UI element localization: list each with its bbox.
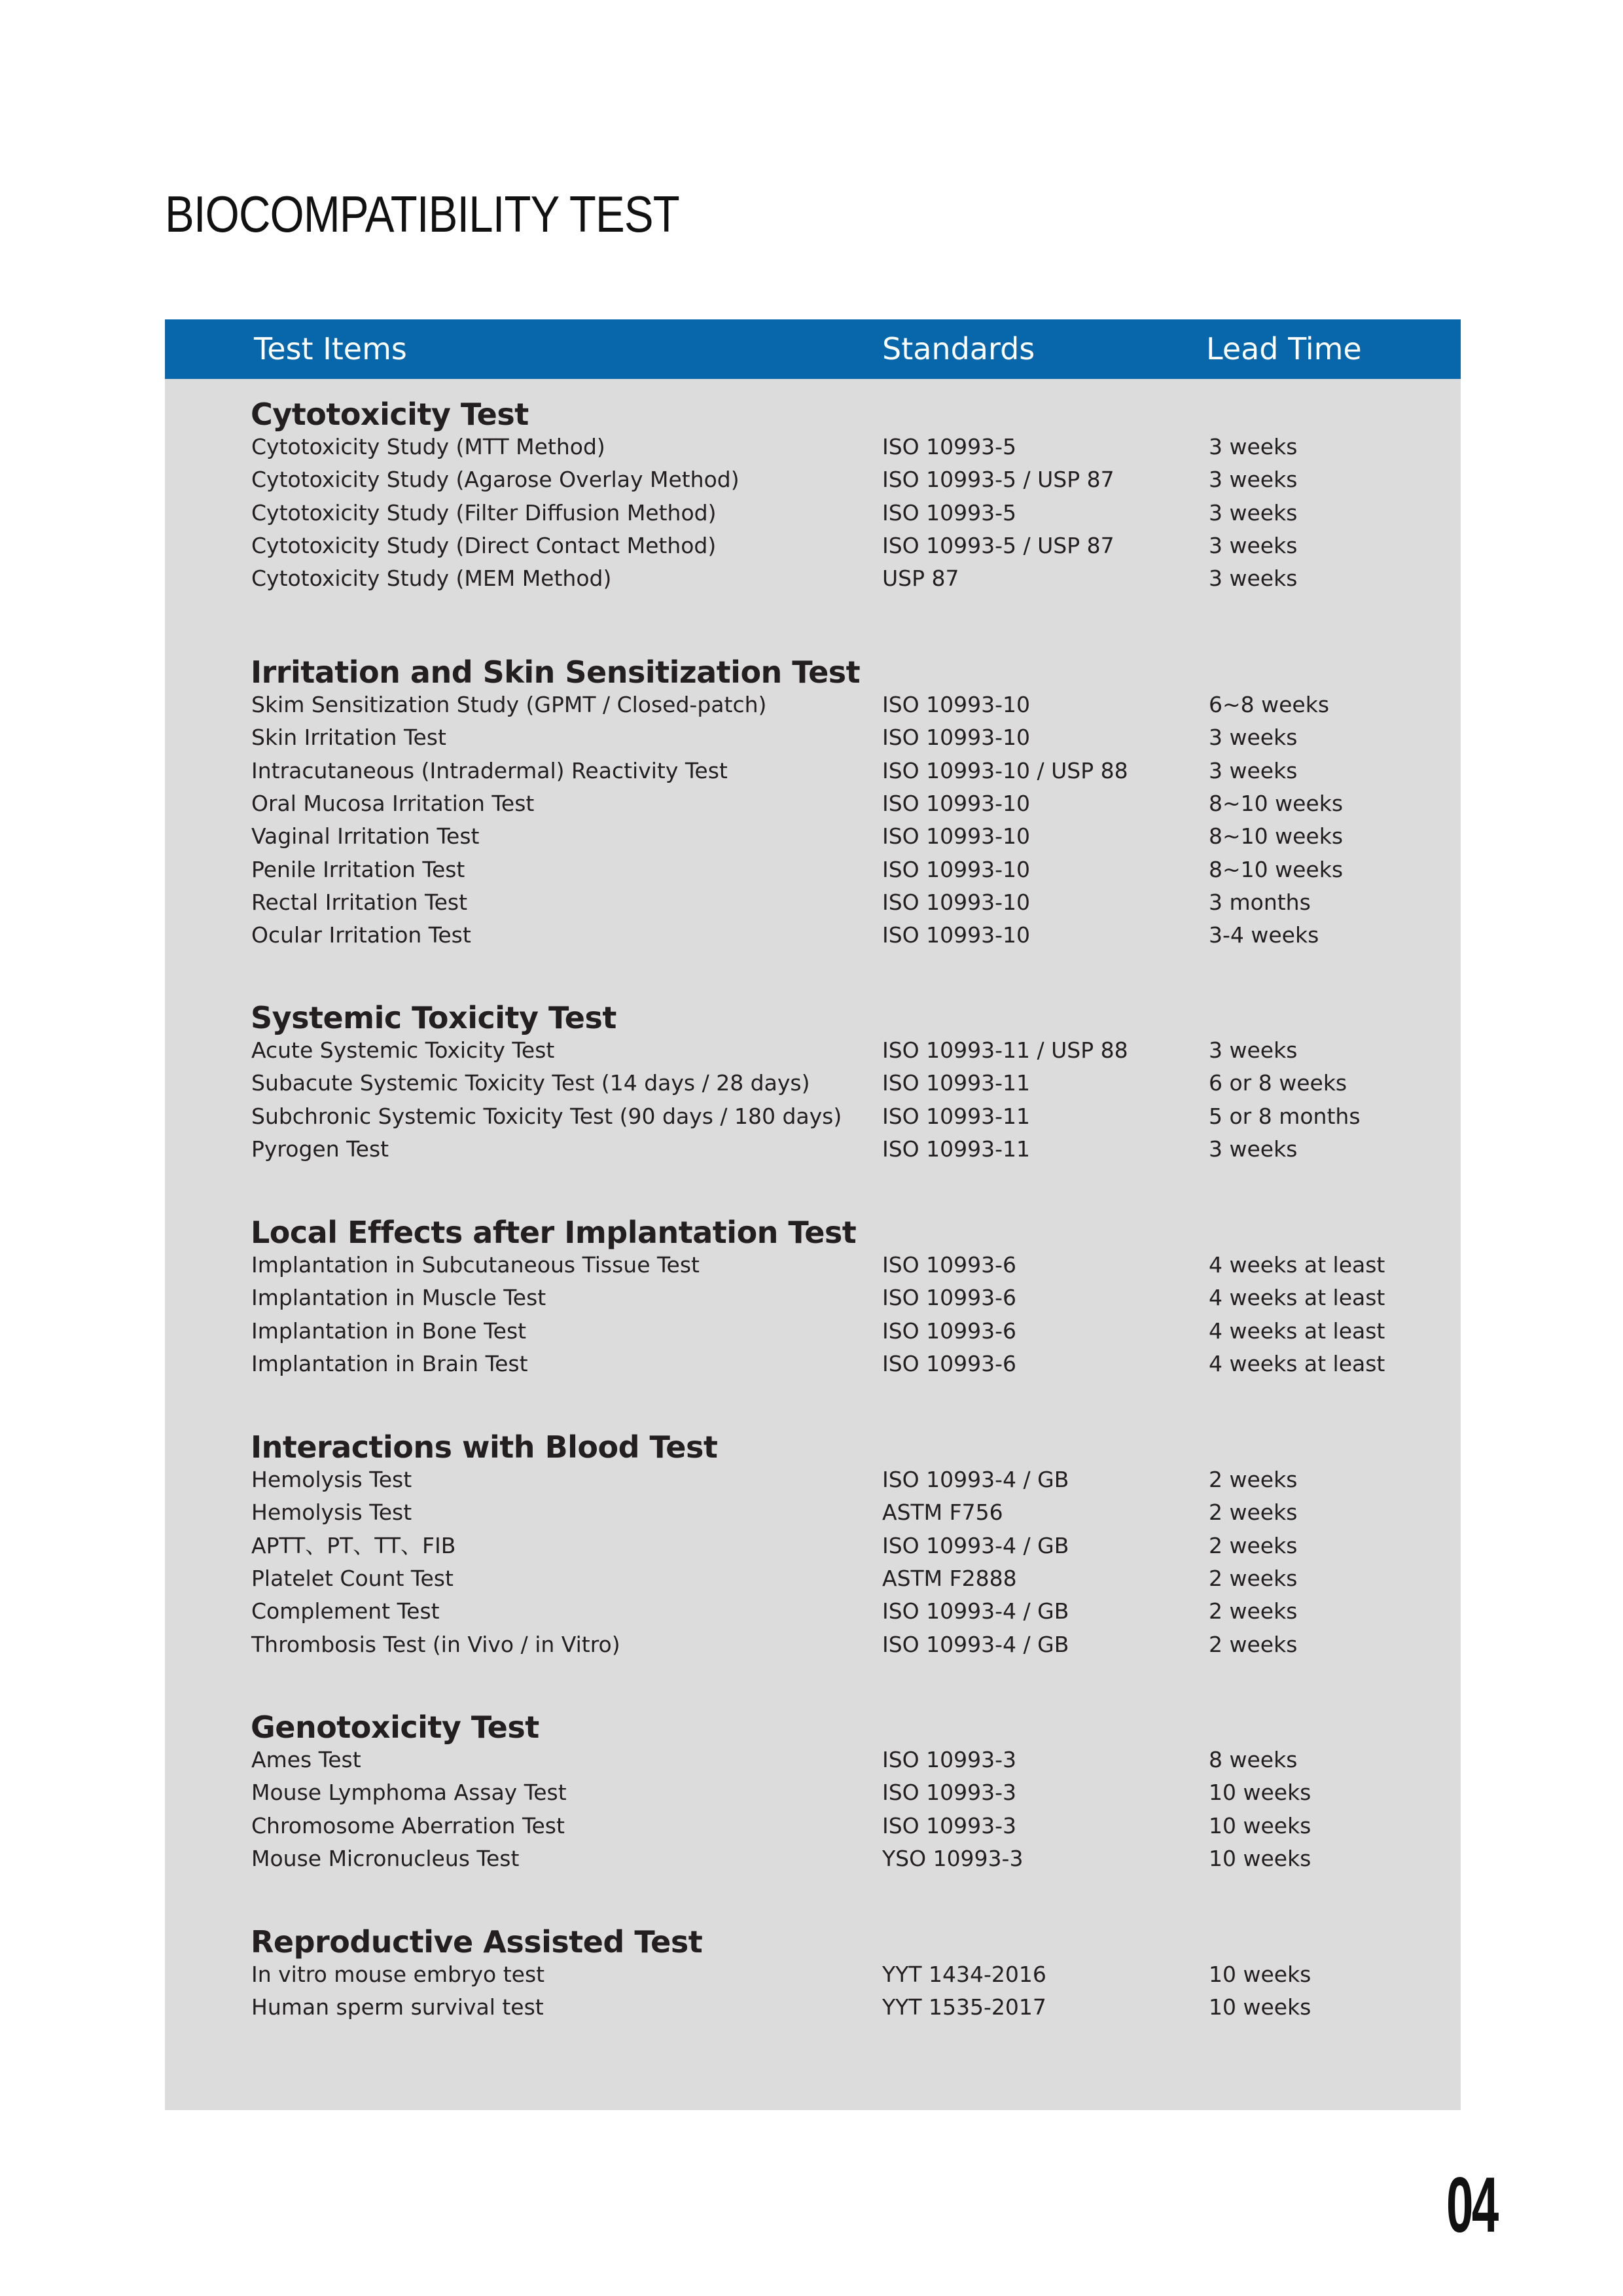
lead-time-cell: 2 weeks (1209, 1499, 1298, 1525)
table-row (165, 533, 1461, 565)
table-row (165, 1747, 1461, 1780)
lead-time-cell: 8 weeks (1209, 1747, 1298, 1772)
test-item-cell: APTT、PT、TT、FIB (251, 1533, 456, 1558)
test-item-cell: Mouse Micronucleus Test (251, 1846, 520, 1871)
table-row (165, 1533, 1461, 1566)
lead-time-cell: 6 or 8 weeks (1209, 1070, 1347, 1096)
lead-time-cell: 3 weeks (1209, 1136, 1298, 1162)
lead-time-cell: 10 weeks (1209, 1813, 1311, 1839)
standard-cell: ISO 10993-3 (882, 1780, 1017, 1805)
test-item-cell: In vitro mouse embryo test (251, 1962, 545, 1987)
lead-time-cell: 4 weeks at least (1209, 1285, 1385, 1310)
test-item-cell: Platelet Count Test (251, 1566, 454, 1591)
standard-cell: ISO 10993-10 (882, 725, 1031, 750)
test-item-cell: Implantation in Bone Test (251, 1318, 527, 1344)
standard-cell: ISO 10993-4 / GB (882, 1533, 1069, 1558)
standard-cell: USP 87 (882, 565, 959, 591)
table-row (165, 1566, 1461, 1598)
standard-cell: ISO 10993-11 / USP 88 (882, 1037, 1128, 1063)
test-item-cell: Cytotoxicity Study (Agarose Overlay Method) (251, 467, 740, 492)
lead-time-cell: 10 weeks (1209, 1994, 1311, 2020)
standard-cell: YYT 1434-2016 (882, 1962, 1046, 1987)
test-item-cell: Skin Irritation Test (251, 725, 446, 750)
standard-cell: ISO 10993-6 (882, 1252, 1017, 1278)
test-item-cell: Intracutaneous (Intradermal) Reactivity Test (251, 758, 728, 783)
test-item-cell: Cytotoxicity Study (MEM Method) (251, 565, 612, 591)
header-test-items: Test Items (254, 331, 407, 367)
test-item-cell: Implantation in Brain Test (251, 1351, 528, 1376)
table-row (165, 758, 1461, 791)
standard-cell: YYT 1535-2017 (882, 1994, 1046, 2020)
lead-time-cell: 3 weeks (1209, 725, 1298, 750)
standard-cell: ISO 10993-11 (882, 1070, 1031, 1096)
test-item-cell: Implantation in Subcutaneous Tissue Test (251, 1252, 700, 1278)
table-row (165, 1632, 1461, 1664)
test-item-cell: Cytotoxicity Study (Direct Contact Method) (251, 533, 717, 558)
test-item-cell: Hemolysis Test (251, 1499, 412, 1525)
table-row (165, 1070, 1461, 1103)
section-title: Local Effects after Implantation Test (251, 1215, 857, 1250)
standard-cell: ISO 10993-10 / USP 88 (882, 758, 1128, 783)
standard-cell: ISO 10993-10 (882, 857, 1031, 882)
table-row (165, 434, 1461, 467)
lead-time-cell: 8~10 weeks (1209, 791, 1344, 816)
test-item-cell: Cytotoxicity Study (MTT Method) (251, 434, 605, 459)
page-number: 04 (1446, 2161, 1497, 2249)
test-item-cell: Pyrogen Test (251, 1136, 389, 1162)
standard-cell: ISO 10993-10 (882, 889, 1031, 915)
section-title: Cytotoxicity Test (251, 397, 529, 432)
table-row (165, 1037, 1461, 1070)
test-item-cell: Mouse Lymphoma Assay Test (251, 1780, 567, 1805)
standard-cell: ISO 10993-10 (882, 823, 1031, 849)
lead-time-cell: 8~10 weeks (1209, 857, 1344, 882)
lead-time-cell: 4 weeks at least (1209, 1318, 1385, 1344)
test-item-cell: Subchronic Systemic Toxicity Test (90 days / 180 days) (251, 1103, 842, 1129)
lead-time-cell: 2 weeks (1209, 1632, 1298, 1657)
table-row (165, 1252, 1461, 1285)
standard-cell: ISO 10993-11 (882, 1136, 1031, 1162)
lead-time-cell: 10 weeks (1209, 1846, 1311, 1871)
lead-time-cell: 3-4 weeks (1209, 922, 1319, 948)
table-row (165, 1285, 1461, 1318)
table-row (165, 857, 1461, 889)
lead-time-cell: 6~8 weeks (1209, 692, 1330, 717)
table-row (165, 922, 1461, 955)
section-title: Genotoxicity Test (251, 1710, 539, 1745)
section-title: Irritation and Skin Sensitization Test (251, 655, 861, 690)
header-lead-time: Lead Time (1206, 331, 1362, 367)
standard-cell: YSO 10993-3 (882, 1846, 1024, 1871)
table-header (165, 319, 1461, 379)
test-item-cell: Penile Irritation Test (251, 857, 465, 882)
test-item-cell: Vaginal Irritation Test (251, 823, 480, 849)
lead-time-cell: 4 weeks at least (1209, 1252, 1385, 1278)
test-item-cell: Cytotoxicity Study (Filter Diffusion Method) (251, 500, 717, 526)
table-row (165, 1351, 1461, 1384)
test-item-cell: Ocular Irritation Test (251, 922, 471, 948)
table-row (165, 725, 1461, 757)
test-item-cell: Rectal Irritation Test (251, 889, 468, 915)
table-row (165, 1813, 1461, 1846)
standard-cell: ISO 10993-5 (882, 500, 1017, 526)
table-row (165, 1598, 1461, 1631)
section-title: Systemic Toxicity Test (251, 1000, 616, 1035)
standard-cell: ASTM F2888 (882, 1566, 1017, 1591)
standard-cell: ISO 10993-3 (882, 1747, 1017, 1772)
table-row (165, 1780, 1461, 1812)
test-item-cell: Human sperm survival test (251, 1994, 544, 2020)
lead-time-cell: 3 months (1209, 889, 1311, 915)
lead-time-cell: 3 weeks (1209, 758, 1298, 783)
standard-cell: ISO 10993-11 (882, 1103, 1031, 1129)
lead-time-cell: 3 weeks (1209, 467, 1298, 492)
standard-cell: ISO 10993-4 / GB (882, 1598, 1069, 1624)
lead-time-cell: 5 or 8 months (1209, 1103, 1361, 1129)
test-item-cell: Oral Mucosa Irritation Test (251, 791, 535, 816)
table-row (165, 1994, 1461, 2027)
lead-time-cell: 2 weeks (1209, 1566, 1298, 1591)
test-item-cell: Thrombosis Test (in Vivo / in Vitro) (251, 1632, 620, 1657)
test-item-cell: Hemolysis Test (251, 1467, 412, 1492)
standard-cell: ISO 10993-5 / USP 87 (882, 533, 1115, 558)
standard-cell: ISO 10993-6 (882, 1285, 1017, 1310)
table-row (165, 791, 1461, 823)
section-title: Interactions with Blood Test (251, 1429, 718, 1465)
table-row (165, 823, 1461, 856)
table-row (165, 467, 1461, 499)
standard-cell: ISO 10993-10 (882, 692, 1031, 717)
lead-time-cell: 10 weeks (1209, 1962, 1311, 1987)
page-title: BIOCOMPATIBILITY TEST (165, 185, 679, 243)
table-row (165, 889, 1461, 922)
lead-time-cell: 10 weeks (1209, 1780, 1311, 1805)
table-row (165, 565, 1461, 598)
standard-cell: ISO 10993-10 (882, 791, 1031, 816)
test-item-cell: Acute Systemic Toxicity Test (251, 1037, 555, 1063)
table-row (165, 1962, 1461, 1994)
test-item-cell: Subacute Systemic Toxicity Test (14 days / 28 days) (251, 1070, 810, 1096)
table-row (165, 1103, 1461, 1136)
standard-cell: ISO 10993-4 / GB (882, 1467, 1069, 1492)
test-item-cell: Ames Test (251, 1747, 361, 1772)
test-item-cell: Chromosome Aberration Test (251, 1813, 565, 1839)
lead-time-cell: 3 weeks (1209, 1037, 1298, 1063)
table-row (165, 1499, 1461, 1532)
test-item-cell: Skim Sensitization Study (GPMT / Closed-patch) (251, 692, 767, 717)
test-item-cell: Complement Test (251, 1598, 440, 1624)
table-row (165, 500, 1461, 533)
standard-cell: ASTM F756 (882, 1499, 1003, 1525)
standard-cell: ISO 10993-4 / GB (882, 1632, 1069, 1657)
lead-time-cell: 2 weeks (1209, 1533, 1298, 1558)
table-row (165, 1846, 1461, 1878)
lead-time-cell: 8~10 weeks (1209, 823, 1344, 849)
lead-time-cell: 3 weeks (1209, 533, 1298, 558)
lead-time-cell: 3 weeks (1209, 500, 1298, 526)
test-item-cell: Implantation in Muscle Test (251, 1285, 546, 1310)
lead-time-cell: 4 weeks at least (1209, 1351, 1385, 1376)
lead-time-cell: 3 weeks (1209, 434, 1298, 459)
standard-cell: ISO 10993-6 (882, 1318, 1017, 1344)
table-row (165, 692, 1461, 725)
standard-cell: ISO 10993-6 (882, 1351, 1017, 1376)
header-standards: Standards (882, 331, 1035, 367)
table-row (165, 1467, 1461, 1499)
section-title: Reproductive Assisted Test (251, 1924, 703, 1960)
standard-cell: ISO 10993-5 (882, 434, 1017, 459)
standard-cell: ISO 10993-5 / USP 87 (882, 467, 1115, 492)
lead-time-cell: 3 weeks (1209, 565, 1298, 591)
lead-time-cell: 2 weeks (1209, 1598, 1298, 1624)
standard-cell: ISO 10993-3 (882, 1813, 1017, 1839)
table-row (165, 1318, 1461, 1351)
table-row (165, 1136, 1461, 1169)
standard-cell: ISO 10993-10 (882, 922, 1031, 948)
test-table (165, 319, 1461, 2110)
lead-time-cell: 2 weeks (1209, 1467, 1298, 1492)
